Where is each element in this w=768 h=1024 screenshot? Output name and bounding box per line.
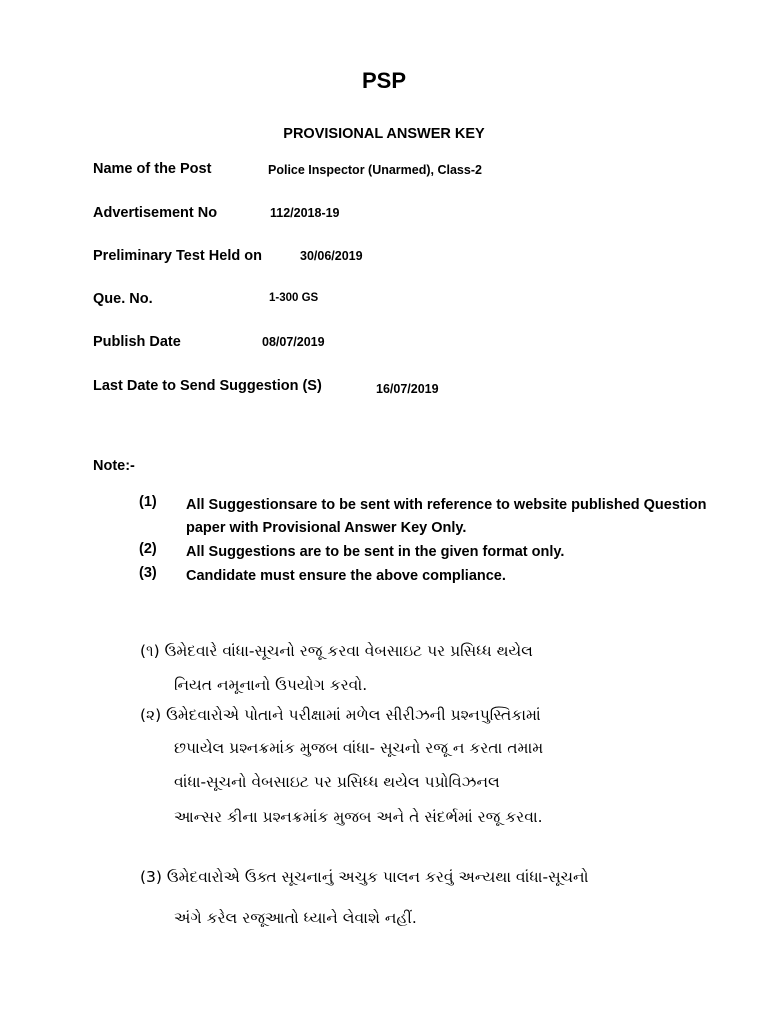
field-label-question-no: Que. No. [93, 291, 153, 307]
page-title: PSP [361, 68, 407, 93]
note-text: All Suggestions are to be sent in the given format only. [186, 544, 565, 560]
note-text: All Suggestionsare to be sent with reference to website published Question paper with Provisional Answer Key Only. [186, 497, 707, 536]
field-value-advertisement: 112/2018-19 [270, 206, 340, 220]
note-number: (2) [139, 541, 157, 557]
field-value-post: Police Inspector (Unarmed), Class-2 [268, 163, 482, 177]
note-label: Note:- [93, 458, 135, 474]
gujarati-line: નિયત નમૂનાનો ઉપયોગ કરવો. [174, 676, 368, 694]
field-label-publish-date: Publish Date [93, 334, 181, 350]
field-label-advertisement: Advertisement No [93, 205, 218, 221]
gujarati-line: (3) ઉમેદવારોએ ઉક્ત સૂચનાનું અચુક પાલન કરવું અન્યથા વાંધા-સૂચનો [140, 868, 589, 886]
gujarati-line: અંગે કરેલ રજૂઆતો ધ્યાને લેવાશે નહીં. [174, 909, 417, 927]
field-value-test-date: 30/06/2019 [300, 249, 363, 263]
note-number: (1) [139, 494, 157, 510]
gujarati-line: (૧) ઉમેદવારે વાંધા-સૂચનો રજૂ કરવા વેબસાઇટ પર પ્રસિધ્ધ થયેલ [140, 642, 533, 660]
field-value-last-date: 16/07/2019 [376, 382, 439, 396]
field-label-post: Name of the Post [93, 161, 212, 177]
gujarati-line: (૨) ઉમેદવારોએ પોતાને પરીક્ષામાં મળેલ સીરીઝની પ્રશ્નપુસ્તિકામાં [140, 706, 541, 724]
note-number: (3) [139, 565, 157, 581]
field-label-test-date: Preliminary Test Held on [93, 248, 262, 264]
field-value-question-no: 1-300 GS [269, 292, 319, 304]
note-text: Candidate must ensure the above compliance. [186, 568, 506, 584]
gujarati-line: વાંધા-સૂચનો વેબસાઇટ પર પ્રસિધ્ધ થયેલ પપ્રોવિઝનલ [174, 773, 500, 791]
field-label-last-date: Last Date to Send Suggestion (S) [93, 378, 322, 394]
gujarati-line: છપાયેલ પ્રશ્નક્રમાંક મુજબ વાંધા- સૂચનો રજૂ ન કરતા તમામ [174, 739, 544, 757]
gujarati-line: આન્સર કીના પ્રશ્નક્રમાંક મુજબ અને તે સંદર્ભમાં રજૂ કરવા. [174, 808, 543, 826]
page-subtitle: PROVISIONAL ANSWER KEY [283, 126, 485, 142]
field-value-publish-date: 08/07/2019 [262, 335, 325, 349]
